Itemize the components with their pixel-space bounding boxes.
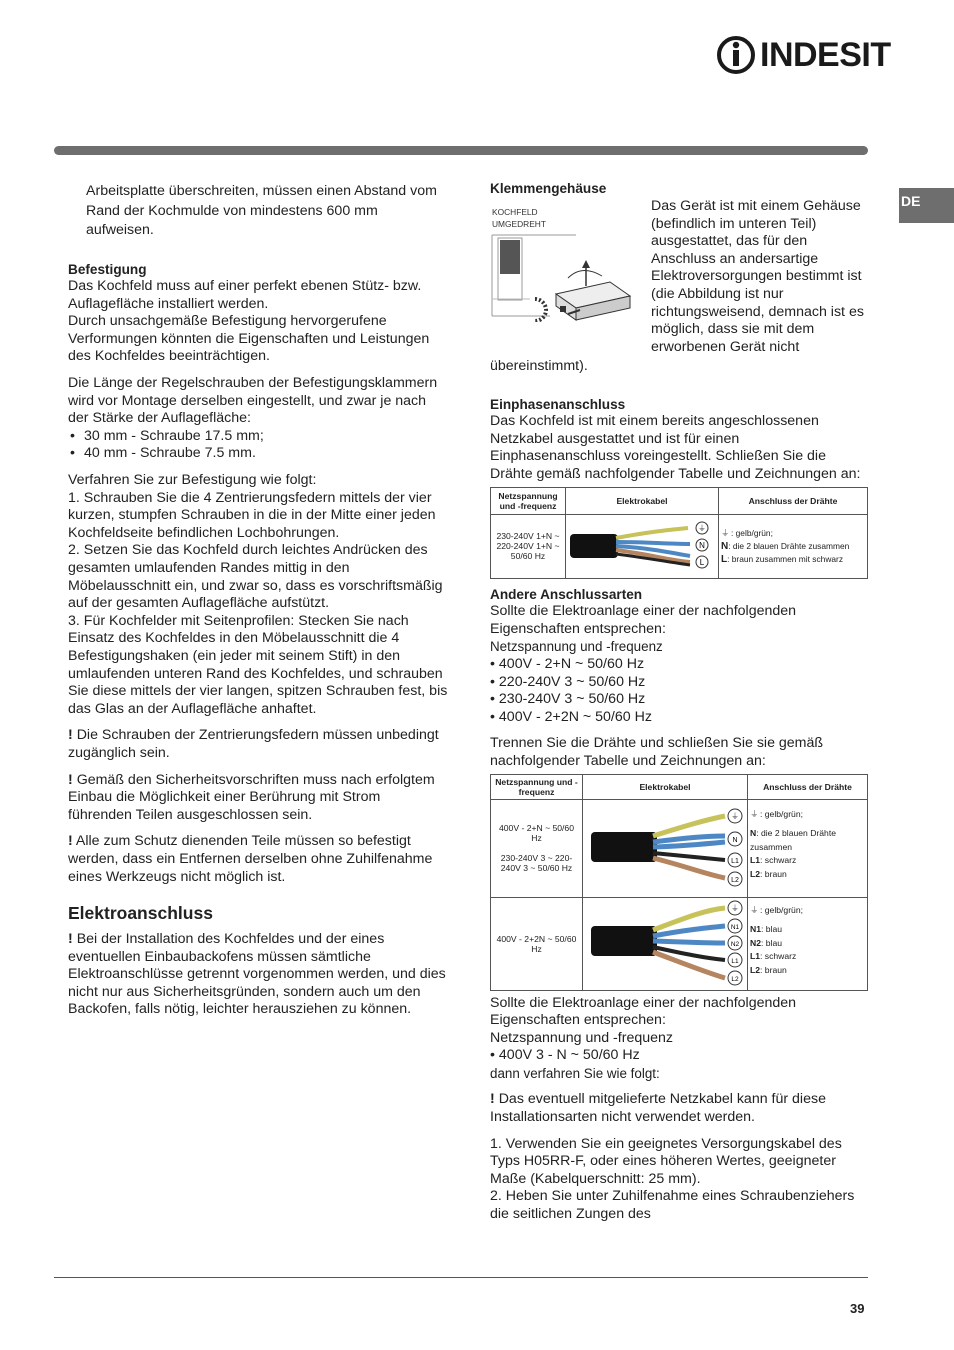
wire-connection-cell: ⏚: gelb/grün; N: die 2 blauen Drähte zusammen L1: schwarz L2: braun	[748, 799, 868, 897]
sollte-paragraph: Sollte die Elektroanlage einer der nachfolgenden Eigenschaften entsprechen:	[490, 994, 797, 1029]
warning-mark: !	[68, 931, 73, 948]
table-header: Netzspannung und -frequenz	[491, 774, 583, 799]
verfahren-paragraph: Verfahren Sie zur Befestigung wie folgt:	[68, 472, 317, 489]
warning-text: Gemäß den Sicherheitsvorschriften muss nach erfolgtem Einbau die Möglichkeit einer Berührung mit Strom führenden Teilen ausgeschlossen sein.	[68, 771, 435, 823]
table-cell-voltage: 400V - 2+N ~ 50/60 Hz 230-240V 3 ~ 220-240V 3 ~ 50/60 Hz	[491, 799, 583, 897]
brand-name: INDESIT	[760, 36, 891, 74]
table-header-row	[491, 487, 868, 514]
indesit-logo-icon	[716, 34, 756, 76]
table-header: Elektrokabel	[566, 487, 719, 514]
list-item: • 220-240V 3 ~ 50/60 Hz	[490, 673, 646, 690]
n-text: : die 2 blauen Drähte zusammen	[728, 540, 850, 551]
gnd-text: : gelb/grün;	[731, 527, 773, 538]
left-column	[68, 182, 448, 1019]
footer-rule	[54, 1277, 868, 1278]
elektroanschluss-heading: Elektroanschluss	[68, 903, 213, 924]
elektroanschluss-text: Bei der Installation des Kochfeldes und der eines eventuellen Einbaubackofens müssen sämtliche Elektroanschlüsse getrennt vorgenommen werden, und dies nicht nur aus Sicherheitsgründen, sondern auch um den Backofen, falls nötig, leichter herausziehen zu können.	[68, 931, 446, 1018]
terminal-l2-label: L2	[731, 877, 739, 884]
table-header-row	[491, 774, 868, 799]
warning-mark: !	[68, 833, 73, 850]
terminal-box-drawing	[490, 204, 640, 322]
kochfeld-label-line-1: KOCHFELD	[492, 207, 538, 217]
befestigung-heading: Befestigung	[68, 261, 147, 277]
terminal-n-label: N	[732, 837, 738, 844]
klemmengehaeuse-heading: Klemmengehäuse	[490, 181, 607, 196]
table-row	[491, 897, 868, 990]
warning-right	[490, 1091, 868, 1126]
svg-text:⏚: ⏚	[731, 903, 739, 913]
cable-illustration	[585, 900, 745, 986]
list-item: • 400V - 2+N ~ 50/60 Hz	[490, 655, 645, 672]
dann-paragraph: dann verfahren Sie wie folgt:	[490, 1065, 660, 1081]
wire-connection-cell: ⏚: gelb/grün; N1: blau N2: blau L1: schwarz L2: braun	[748, 897, 868, 990]
kochfeld-label-line-2: UMGEDREHT	[492, 219, 546, 229]
n-letter: N	[721, 540, 729, 552]
terminal-n1-label: N1	[730, 923, 740, 931]
step-1: 1. Schrauben Sie die 4 Zentrierungsfedern mittels der vier kurzen, stumpfen Schrauben in die in der Mitte einer jeden Kochfeldseite befindlichen Lochbohrungen.	[68, 489, 436, 541]
right-column-lower	[490, 358, 868, 1224]
screw-length-list	[68, 428, 448, 463]
table-header: Elektrokabel	[583, 774, 748, 799]
terminal-l2-label: L2	[731, 975, 739, 983]
svg-text:⏚: ⏚	[731, 812, 739, 821]
netzspannung-label: Netzspannung und -frequenz	[490, 639, 663, 655]
l-text: : braun zusammen mit schwarz	[727, 553, 844, 564]
right-column	[490, 180, 868, 198]
step-3: 3. Für Kochfelder mit Seitenprofilen: Stecken Sie nach Einsatz des Kochfeldes in den Möbelausschnitt die 4 Befestigungshaken (ein jeder mit seinem Stift) in den umlaufenden unteren Rand des Kochfeldes, und schrauben Sie diese mittels der vier langen, spitzen Schrauben fest, bis das Glas an der Auflagefläche anhaftet.	[68, 612, 448, 717]
cable-illustration-cell	[583, 897, 748, 990]
ground-icon: ⏚	[750, 808, 759, 819]
regelschrauben-paragraph: Die Länge der Regelschrauben der Befestigungsklammern wird vor Montage derselben eingestellt, und zwar je nach der Stärke der Auflagefläche:	[68, 375, 438, 427]
terminal-n-label: N	[699, 541, 705, 551]
l-row	[721, 553, 865, 566]
warning-3	[68, 833, 448, 886]
table-row	[491, 514, 868, 578]
befestigung-paragraph-2: Durch unsachgemäße Befestigung hervorgerufene Verformungen könnten die Eigenschaften und Leistungen des Kochfeldes beeinträchtigen.	[68, 313, 430, 365]
list-item: • 400V 3 - N ~ 50/60 Hz	[490, 1047, 640, 1064]
terminal-l1-label: L1	[731, 957, 739, 965]
cable-illustration-cell	[566, 514, 719, 578]
right-step-2: 2. Heben Sie unter Zuhilfenahme eines Schraubenziehers die seitlichen Zungen des	[490, 1188, 855, 1223]
cable-illustration-cell	[583, 799, 748, 897]
andere-anschlussarten-heading: Andere Anschlussarten	[490, 586, 643, 602]
list-item: • 40 mm - Schraube 7.5 mm.	[68, 445, 448, 463]
table-cell-voltage: 230-240V 1+N ~ 220-240V 1+N ~ 50/60 Hz	[491, 514, 566, 578]
warning-text: Das eventuell mitgelieferte Netzkabel kann für diese Installationsarten nicht verwendet werden.	[490, 1091, 826, 1126]
list-item: • 230-240V 3 ~ 50/60 Hz	[490, 691, 646, 708]
header-bar	[54, 146, 868, 155]
table-header: Netzspannung und -frequenz	[491, 487, 566, 514]
einphasenanschluss-heading: Einphasenanschluss	[490, 396, 626, 412]
n-row	[721, 540, 865, 553]
warning-text: Die Schrauben der Zentrierungsfedern müssen unbedingt zugänglich sein.	[68, 727, 439, 761]
table-header: Anschluss der Drähte	[719, 487, 868, 514]
elektroanschluss-paragraph	[68, 931, 448, 1019]
step-2: 2. Setzen Sie das Kochfeld durch leichtes Andrücken des gesamten umlaufenden Randes mittig in den Möbelausschnitt ein, und zwar so, dass es vorschriftsmäßig auf der gesamten Auflagefläche aufstützt.	[68, 542, 443, 612]
language-tab: DE	[899, 188, 954, 223]
terminal-box-diagram	[490, 204, 640, 322]
svg-text:⏚: ⏚	[698, 524, 706, 534]
list-item: • 400V - 2+2N ~ 50/60 Hz	[490, 708, 652, 725]
warning-1	[68, 727, 448, 762]
table-row	[491, 799, 868, 897]
klemmengehaeuse-text	[651, 198, 868, 356]
befestigung-paragraph-1: Das Kochfeld muss auf einer perfekt ebenen Stütz- bzw. Auflagefläche installiert werden.	[68, 278, 422, 312]
ground-icon: ⏚	[750, 904, 759, 915]
netzspannung-label: Netzspannung und -frequenz	[490, 1029, 673, 1046]
klemmengehaeuse-paragraph: Das Gerät ist mit einem Gehäuse (befindlich im unteren Teil) ausgestattet, das für den Anschluss an andersartige Elektroversorgungen bestimmt ist (die Abbildung ist nur richtungsweisend, demnach ist es möglich, dass sie mit dem erworbenen Gerät nicht	[651, 198, 864, 355]
trennen-paragraph: Trennen Sie die Drähte und schließen Sie sie gemäß nachfolgender Tabelle und Zeichnungen an:	[490, 735, 824, 769]
ground-icon: ⏚	[721, 527, 730, 538]
intro-paragraph: Arbeitsplatte überschreiten, müssen einen Abstand vom Rand der Kochmulde von mindestens 600 mm aufweisen.	[86, 183, 437, 238]
cable-illustration	[568, 518, 716, 572]
indesit-logo	[716, 34, 891, 76]
single-phase-table	[490, 487, 868, 579]
list-item: • 30 mm - Schraube 17.5 mm;	[68, 428, 448, 446]
andere-anschlussarten-paragraph: Sollte die Elektroanlage einer der nachfolgenden Eigenschaften entsprechen:	[490, 603, 797, 637]
warning-mark: !	[490, 1091, 495, 1108]
terminal-l-label: L	[699, 558, 705, 568]
terminal-n2-label: N2	[730, 940, 740, 948]
warning-2	[68, 772, 448, 825]
warning-mark: !	[68, 771, 73, 788]
table-cell-voltage: 400V - 2+2N ~ 50/60 Hz	[491, 897, 583, 990]
warning-mark: !	[68, 727, 73, 744]
cable-illustration	[585, 802, 745, 892]
wire-connection-cell	[719, 514, 868, 578]
einphasenanschluss-paragraph: Das Kochfeld ist mit einem bereits angeschlossenen Netzkabel ausgestattet und ist für einen Einphasenanschluss voreingestellt. Schließen Sie die Drähte gemäß nachfolgender Tabelle und Zeichnungen an:	[490, 413, 861, 482]
right-step-1: 1. Verwenden Sie ein geeignetes Versorgungskabel des Typs H05RR-F, oder eines höheren Wertes, geeigneter Maße (Kabelquerschnitt: 25 mm).	[490, 1135, 842, 1187]
other-connection-list	[490, 656, 868, 726]
gnd-row	[721, 527, 865, 540]
warning-text: Alle zum Schutz dienenden Teile müssen so befestigt werden, dass ein Entfernen derselben ohne Zuhilfenahme eines Werkzeugs nicht möglich ist.	[68, 833, 433, 885]
page-number: 39	[850, 1301, 865, 1316]
terminal-l1-label: L1	[731, 858, 739, 865]
multi-phase-table	[490, 774, 868, 991]
table-header: Anschluss der Drähte	[748, 774, 868, 799]
l-letter: L	[721, 553, 728, 565]
klemmengehaeuse-paragraph-end: übereinstimmt).	[490, 358, 588, 374]
